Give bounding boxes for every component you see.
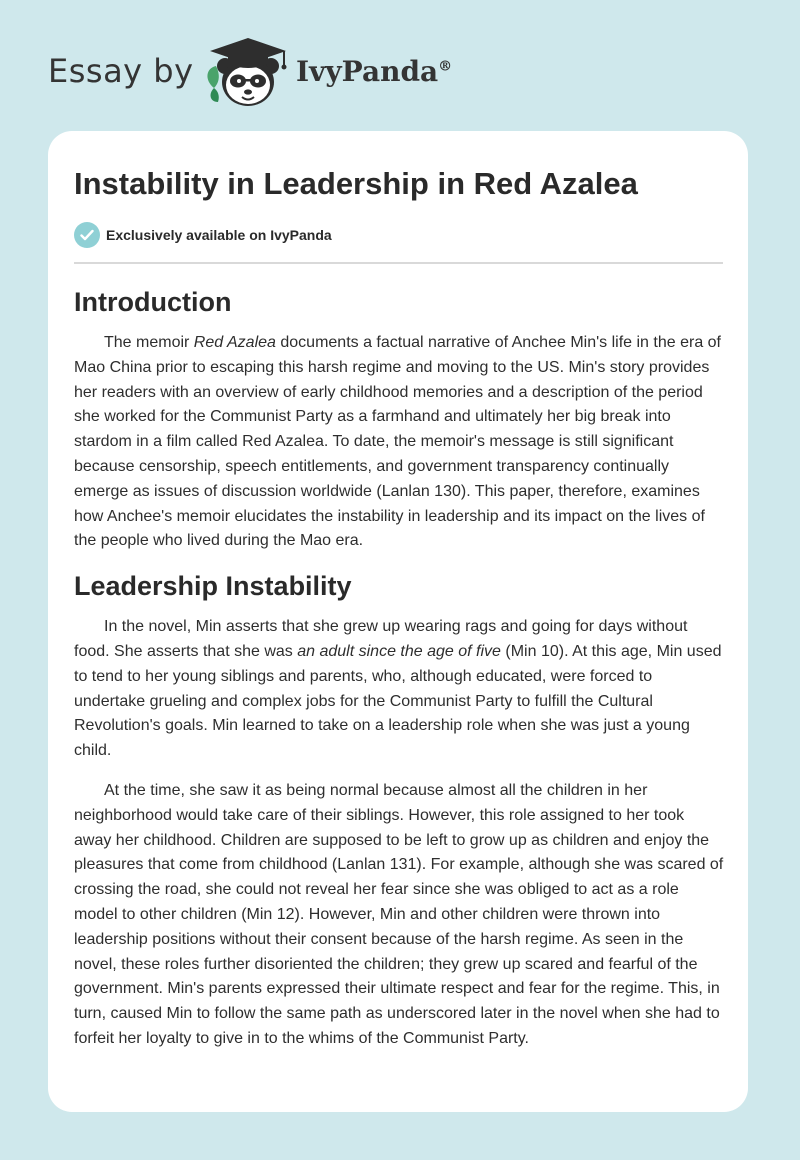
brand-name[interactable]: IvyPanda® bbox=[296, 55, 453, 88]
quote-emphasis: an adult since the age of five bbox=[297, 642, 501, 660]
checkmark-icon bbox=[74, 222, 100, 248]
panda-logo-icon[interactable] bbox=[200, 36, 296, 112]
brand-prefix: Essay by bbox=[48, 52, 194, 90]
essay-title: Instability in Leadership in Red Azalea bbox=[74, 166, 638, 201]
registered-mark: ® bbox=[438, 58, 453, 75]
exclusive-badge bbox=[74, 222, 332, 248]
divider bbox=[74, 262, 723, 264]
book-title-emphasis: Red Azalea bbox=[193, 334, 276, 351]
essay-card bbox=[48, 131, 748, 1112]
section-heading-leadership-instability: Leadership Instability bbox=[74, 571, 352, 602]
paragraph: In the novel, Min asserts that she grew up wearing rags and going for days without food. She asserts that she was an adult since the age of five (Min 10). At this age, Min used to tend to her young siblings and parents, who, although educated, were forced to undertake grueling and complex jobs for the Communist Party to fulfill the Cultural Revolution's goals. Min learned to take on a leadership role when she was just a young child. bbox=[74, 618, 722, 760]
section-heading-introduction: Introduction bbox=[74, 287, 232, 317]
paragraph: At the time, she saw it as being normal because almost all the children in her neighborhood would take care of their siblings. However, this role assigned to her took away her childhood. Children are supposed to be left to grow up as children and enjoy the pleasures that come from childhood (Lanlan 131). For example, although she was scared of crossing the road, she could not reveal her fear since she was obliged to act as a role model to other children (Min 12). However, Min and other children were thrown into leadership positions without their consent because of the harsh regime. As seen in the novel, these roles further disoriented the children; they grew up scared and fearful of the government. Min's parents expressed their ultimate respect and fear for the regime. This, in turn, caused Min to follow the same path as underscored later in the novel when she had to forfeit her loyalty to give in to the whims of the Communist Party. bbox=[74, 781, 724, 1047]
paragraph: The memoir Red Azalea documents a factual narrative of Anchee Min's life in the era of Mao China prior to escaping this harsh regime and moving to the US. Min's story provides her readers with an overview of early childhood memories and a description of the period she worked for the Communist Party as a farmhand and ultimately her big break into stardom in a film called Red Azalea. To date, the memoir's message is still significant because censorship, speech entitlements, and government transparency continually emerge as issues of discussion worldwide (Lanlan 130). This paper, therefore, examines how Anchee's memoir elucidates the instability in leadership and its impact on the lives of the people who lived during the Mao era. bbox=[74, 334, 721, 550]
essay-body bbox=[74, 281, 724, 1052]
site-header bbox=[0, 0, 800, 130]
badge-label: Exclusively available on IvyPanda bbox=[106, 227, 332, 243]
